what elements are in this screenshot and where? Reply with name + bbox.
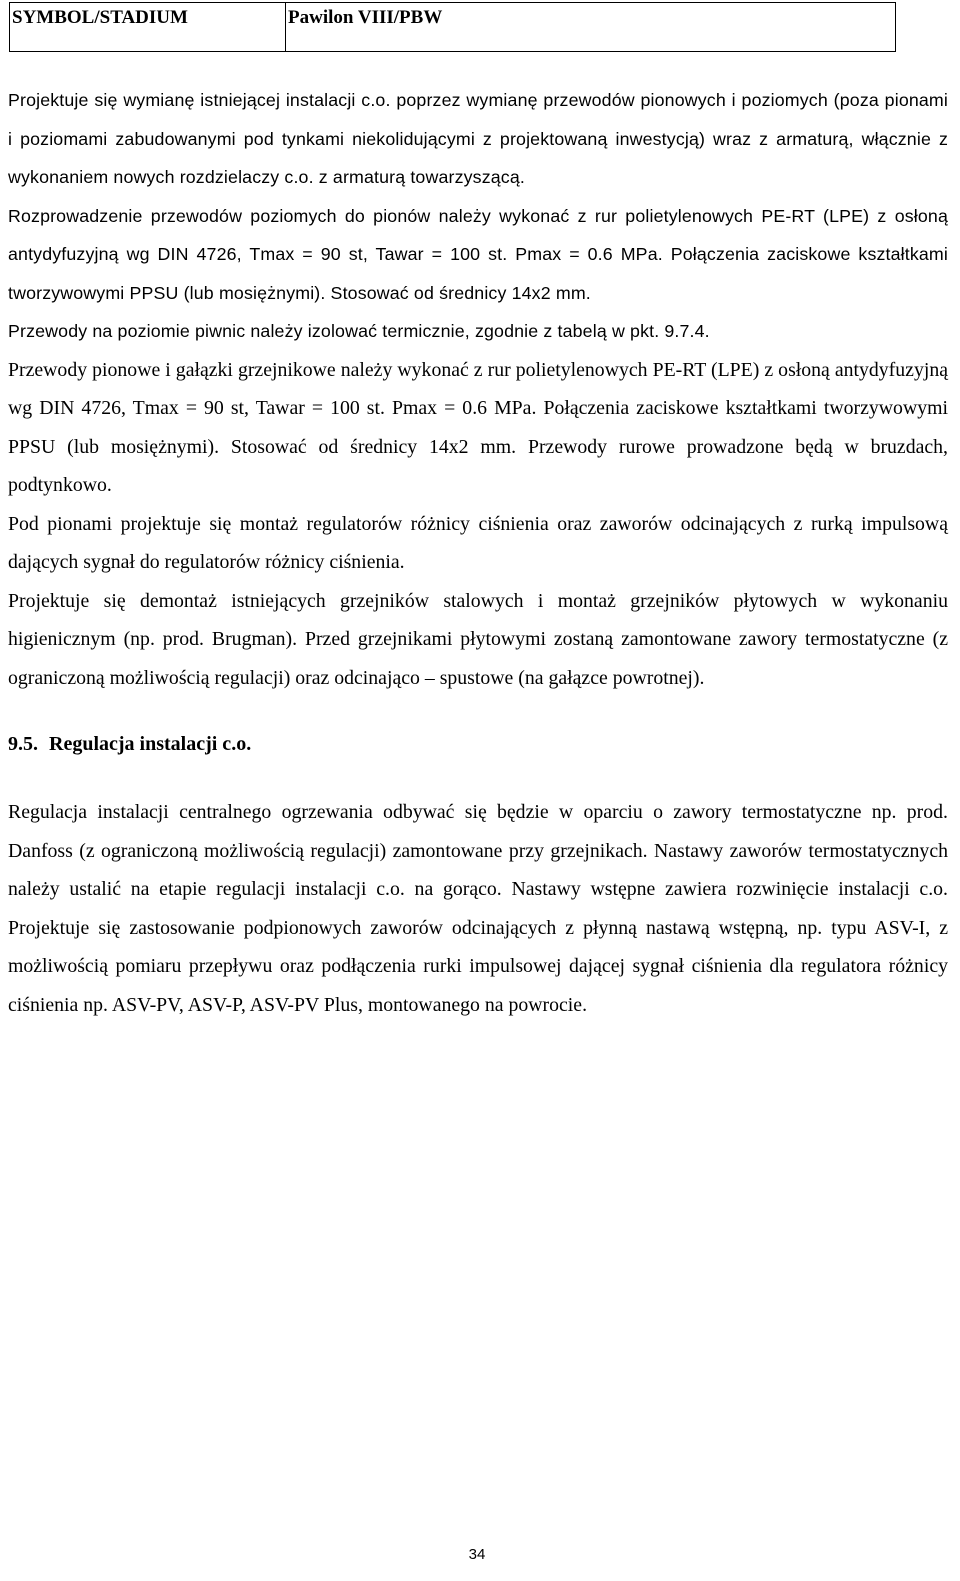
paragraph-horizontal-pipes: Rozprowadzenie przewodów poziomych do pionów należy wykonać z rur polietylenowych PE-RT (LPE) z osłoną antydyfuzyjną wg DIN 4726, Tmax = 90 st, Tawar = 100 st. Pmax = 0.6 MPa. Połączenia zaciskowe kształtkami tworzywowymi PPSU (lub mosiężnymi). Stosować od średnicy 14x2 mm. bbox=[8, 205, 948, 303]
header-pavilion-cell: Pawilon VIII/PBW bbox=[288, 7, 443, 28]
header-symbol-cell: SYMBOL/STADIUM bbox=[10, 3, 286, 51]
paragraph-vertical-pipes: Przewody pionowe i gałązki grzejnikowe należy wykonać z rur polietylenowych PE-RT (LPE) z osłoną antydyfuzyjną wg DIN 4726, Tmax = 90 st, Tawar = 100 st. Pmax = 0.6 MPa. Połączenia zaciskowe kształtkami tworzywowymi PPSU (lub mosiężnymi). Stosować od średnicy 14x2 mm. Przewody rurowe prowadzone będą w bruzdach, podtynkowo. bbox=[8, 358, 948, 496]
page-number bbox=[0, 1546, 960, 1563]
page-number-text: 34 bbox=[468, 1546, 486, 1563]
paragraph-radiators: Projektuje się demontaż istniejących grzejników stalowych i montaż grzejników płytowych w wykonaniu higienicznym (np. prod. Brugman). Przed grzejnikami płytowymi zostaną zamontowane zawory termostatyczne (z ograniczoną możliwością regulacji) oraz odcinająco – spustowe (na gałązce powrotnej). bbox=[8, 589, 948, 689]
section-title: Regulacja instalacji c.o. bbox=[49, 733, 252, 755]
section-heading bbox=[8, 725, 948, 763]
paragraph-pressure-regulators: Pod pionami projektuje się montaż regulatorów różnicy ciśnienia oraz zaworów odcinających z rurką impulsową dających sygnał do regulatorów różnicy ciśnienia. bbox=[8, 512, 948, 573]
paragraph-replacement-scope: Projektuje się wymianę istniejącej instalacji c.o. poprzez wymianę przewodów pionowych i poziomych (poza pionami i poziomami zabudowanymi pod tynkami niekolidującymi z projektowaną inwestycją) wraz z armaturą, włącznie z wykonaniem nowych rozdzielaczy c.o. z armaturą towarzyszącą. bbox=[8, 90, 948, 187]
section-number: 9.5. bbox=[8, 733, 38, 755]
document-body bbox=[8, 81, 948, 1024]
paragraph-regulation: Regulacja instalacji centralnego ogrzewania odbywać się będzie w oparciu o zawory termostatyczne np. prod. Danfoss (z ograniczoną możliwością regulacji) zamontowane przy grzejnikach. Nastawy zaworów termostatycznych należy ustalić na etapie regulacji instalacji c.o. na gorąco. Nastawy wstępne zawiera rozwinięcie instalacji c.o. Projektuje się zastosowanie podpionowych zaworów odcinających z płynną nastawą wstępną, np. typu ASV-I, z możliwością pomiaru przepływu oraz podłączenia rurki impulsowej dającej sygnał ciśnienia dla regulatora różnicy ciśnienia np. ASV-PV, ASV-P, ASV-PV Plus, montowanego na powrocie. bbox=[8, 801, 948, 1016]
spacer bbox=[8, 763, 948, 793]
header-table bbox=[9, 2, 896, 52]
paragraph-basement-insulation: Przewody na poziomie piwnic należy izolować termicznie, zgodnie z tabelą w pkt. 9.7.4. bbox=[8, 321, 710, 341]
